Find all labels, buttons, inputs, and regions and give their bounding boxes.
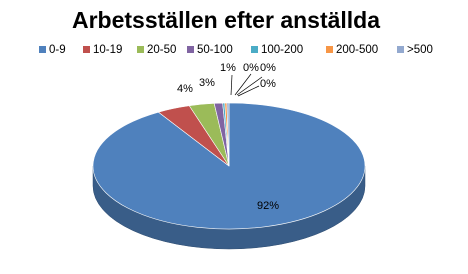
data-label-50-100: 1% (220, 62, 236, 74)
data-label-20-50: 3% (199, 77, 215, 89)
legend-swatch-20-50 (137, 46, 144, 53)
legend-label-50-100: 50-100 (197, 44, 233, 56)
leader-line-100-200 (235, 74, 251, 95)
legend-label-10-19: 10-19 (93, 44, 123, 56)
legend-swatch-200-500 (326, 46, 333, 53)
legend-label-100-200: 100-200 (261, 44, 304, 56)
legend-swatch-50-100 (187, 46, 194, 53)
data-label-10-19: 4% (177, 83, 193, 95)
legend-label-0-9: 0-9 (49, 44, 66, 56)
legend-label-20-50: 20-50 (147, 44, 177, 56)
legend-label-200-500: 200-500 (336, 44, 379, 56)
chart-title: Arbetsställen efter anställda (71, 7, 381, 33)
legend-swatch-500 (397, 46, 404, 53)
leader-line-50-100 (231, 75, 232, 95)
data-label-100-200: 0% (243, 62, 259, 74)
legend-swatch-100-200 (251, 46, 258, 53)
data-label-0-9: 92% (256, 200, 280, 212)
legend-swatch-0-9 (39, 46, 46, 53)
pie-top (93, 103, 365, 229)
data-label-500: 0% (260, 78, 276, 90)
legend (39, 44, 433, 56)
legend-label-500: >500 (407, 44, 433, 56)
data-label-200-500: 0% (260, 62, 276, 74)
legend-swatch-10-19 (83, 46, 90, 53)
